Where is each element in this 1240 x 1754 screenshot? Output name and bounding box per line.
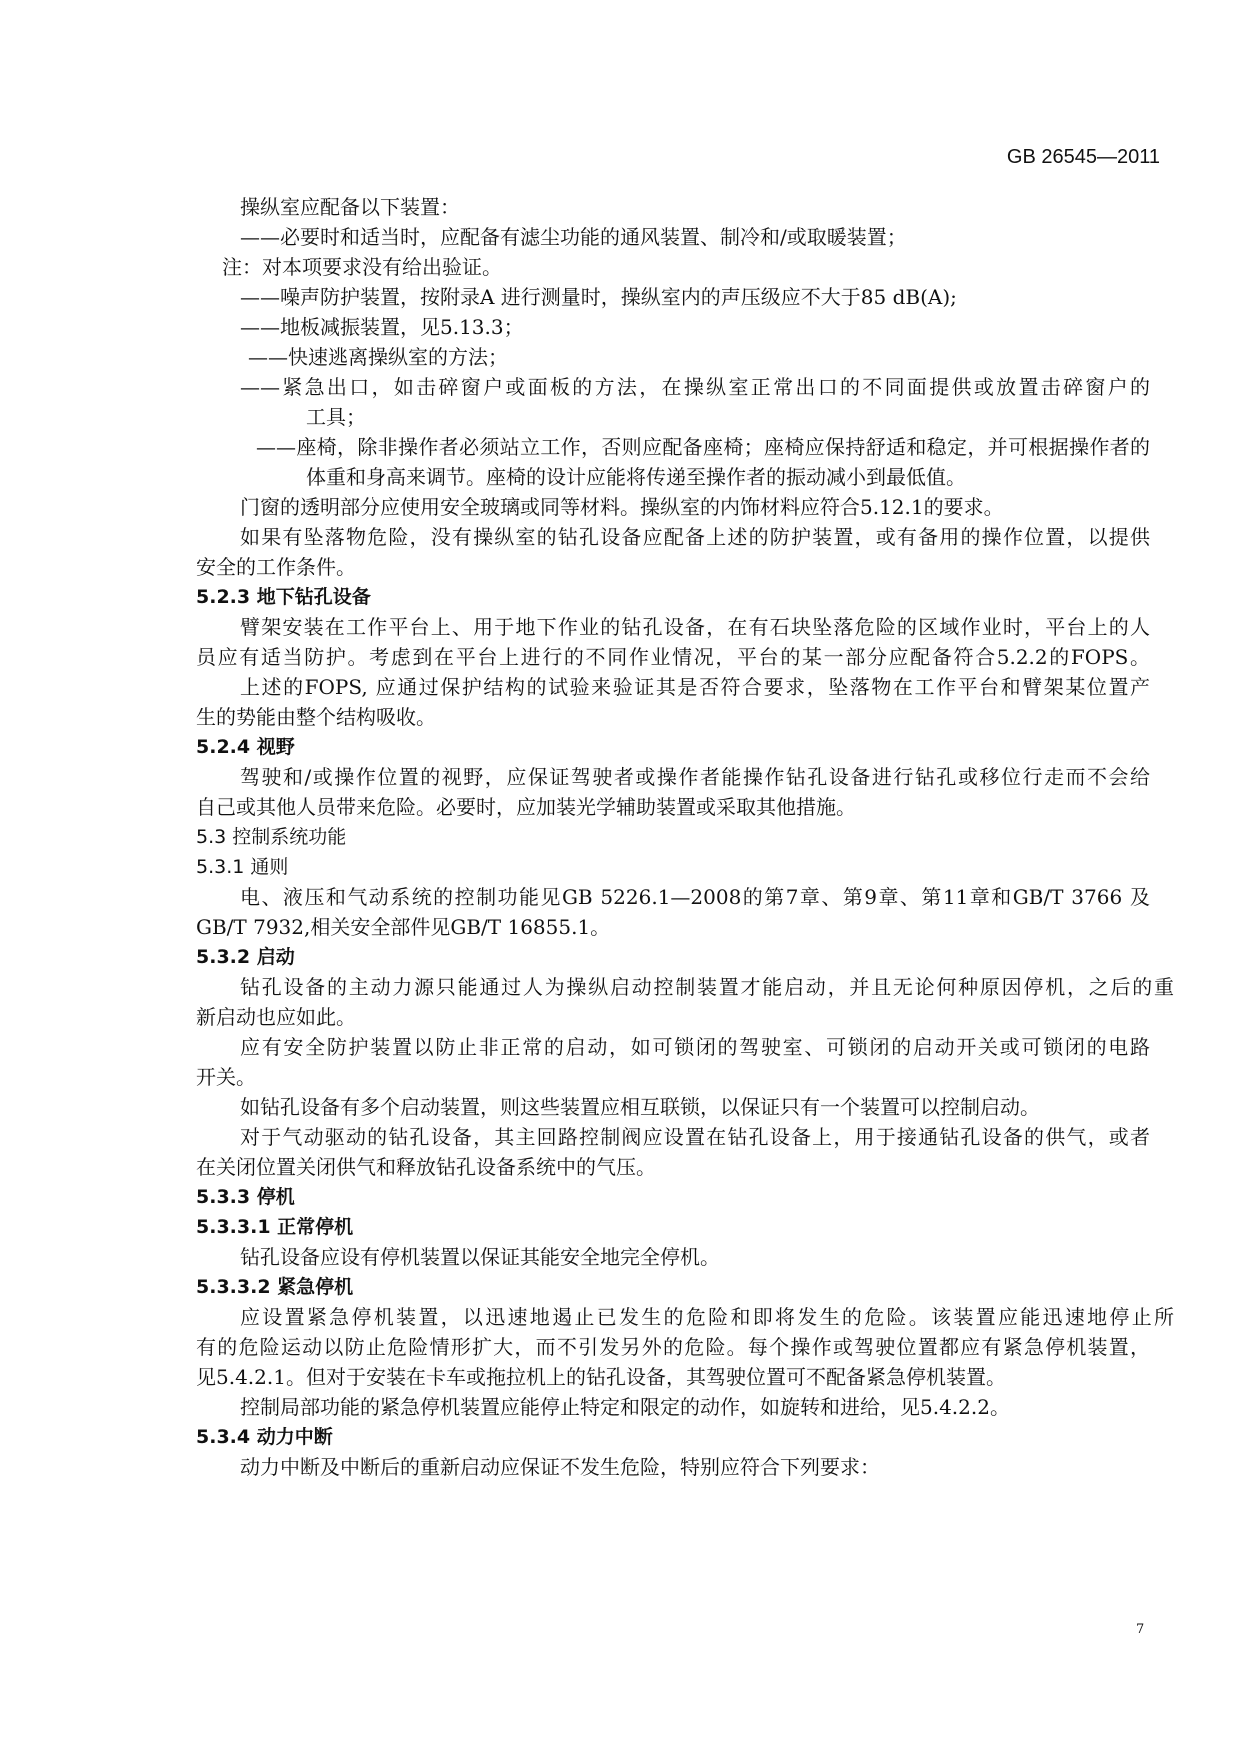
text-line: 如果有坠落物危险，没有操纵室的钻孔设备应配备上述的防护装置，或有备用的操作位置，以提供	[240, 525, 1150, 549]
text-line: 操纵室应配备以下装置：	[240, 195, 460, 219]
section-heading: 5.3 控制系统功能	[196, 826, 347, 848]
text-line: ——地板减振装置，见5.13.3；	[240, 315, 524, 339]
section-heading: 5.2.3 地下钻孔设备	[196, 586, 371, 608]
standard-number: GB 26545—2011	[1006, 146, 1160, 168]
section-heading: 5.3.2 启动	[196, 946, 295, 968]
text-line: GB/T 7932,相关安全部件见GB/T 16855.1。	[196, 915, 611, 939]
text-line: 驾驶和/或操作位置的视野，应保证驾驶者或操作者能操作钻孔设备进行钻孔或移位行走而不会给	[240, 765, 1150, 789]
text-line: 员应有适当防护。考虑到在平台上进行的不同作业情况，平台的某一部分应配备符合5.2.2的FOPS。	[196, 645, 1150, 669]
text-line: 如钻孔设备有多个启动装置，则这些装置应相互联锁，以保证只有一个装置可以控制启动。	[240, 1095, 1040, 1119]
text-line: 钻孔设备应设有停机装置以保证其能安全地完全停机。	[240, 1245, 720, 1269]
section-heading: 5.3.3 停机	[196, 1186, 295, 1208]
text-line: 动力中断及中断后的重新启动应保证不发生危险，特别应符合下列要求：	[240, 1455, 880, 1479]
text-line: 门窗的透明部分应使用安全玻璃或同等材料。操纵室的内饰材料应符合5.12.1的要求。	[240, 495, 1004, 519]
text-line: 新启动也应如此。	[196, 1005, 356, 1029]
text-line: 控制局部功能的紧急停机装置应能停止特定和限定的动作，如旋转和进给，见5.4.2.2。	[240, 1395, 1010, 1419]
text-line: 安全的工作条件。	[196, 555, 356, 579]
text-line: 自己或其他人员带来危险。必要时，应加装光学辅助装置或采取其他措施。	[196, 795, 856, 819]
section-heading: 5.3.4 动力中断	[196, 1426, 333, 1448]
text-line: 见5.4.2.1。但对于安装在卡车或拖拉机上的钻孔设备，其驾驶位置可不配备紧急停机装置。	[196, 1365, 1006, 1389]
text-line: 臂架安装在工作平台上、用于地下作业的钻孔设备，在有石块坠落危险的区域作业时，平台上的人	[240, 615, 1150, 639]
text-line: 钻孔设备的主动力源只能通过人为操纵启动控制装置才能启动，并且无论何种原因停机，之后的重	[240, 975, 1174, 999]
text-line: 生的势能由整个结构吸收。	[196, 705, 436, 729]
text-line: 应设置紧急停机装置，以迅速地遏止已发生的危险和即将发生的危险。该装置应能迅速地停止所	[240, 1305, 1174, 1329]
text-line: 工具；	[306, 405, 366, 429]
section-heading: 5.3.1 通则	[196, 856, 289, 878]
text-line: 上述的FOPS, 应通过保护结构的试验来验证其是否符合要求，坠落物在工作平台和臂架某位置产	[240, 675, 1150, 699]
text-line: ——紧急出口，如击碎窗户或面板的方法，在操纵室正常出口的不同面提供或放置击碎窗户的	[240, 375, 1150, 399]
text-line: 注：对本项要求没有给出验证。	[222, 255, 502, 279]
text-line: 在关闭位置关闭供气和释放钻孔设备系统中的气压。	[196, 1155, 656, 1179]
text-line: ——必要时和适当时，应配备有滤尘功能的通风装置、制冷和/或取暖装置；	[240, 225, 907, 249]
text-line: 应有安全防护装置以防止非正常的启动，如可锁闭的驾驶室、可锁闭的启动开关或可锁闭的电路	[240, 1035, 1150, 1059]
text-line: 有的危险运动以防止危险情形扩大，而不引发另外的危险。每个操作或驾驶位置都应有紧急停机装置，	[196, 1335, 1150, 1359]
text-line: ——快速逃离操纵室的方法；	[248, 345, 508, 369]
text-line: 体重和身高来调节。座椅的设计应能将传递至操作者的振动减小到最低值。	[306, 465, 966, 489]
text-line: ——座椅，除非操作者必须站立工作，否则应配备座椅；座椅应保持舒适和稳定，并可根据操作者的	[256, 435, 1150, 459]
text-line: 开关。	[196, 1065, 256, 1089]
text-line: ——噪声防护装置，按附录A 进行测量时，操纵室内的声压级应不大于85 dB(A);	[240, 285, 957, 309]
section-heading: 5.3.3.2 紧急停机	[196, 1276, 354, 1298]
section-heading: 5.2.4 视野	[196, 736, 295, 758]
text-line: 电、液压和气动系统的控制功能见GB 5226.1—2008的第7章、第9章、第11章和GB/T 3766 及	[240, 885, 1150, 909]
section-heading: 5.3.3.1 正常停机	[196, 1216, 354, 1238]
text-line: 对于气动驱动的钻孔设备，其主回路控制阀应设置在钻孔设备上，用于接通钻孔设备的供气，或者	[240, 1125, 1150, 1149]
page-number: 7	[1136, 1622, 1145, 1637]
